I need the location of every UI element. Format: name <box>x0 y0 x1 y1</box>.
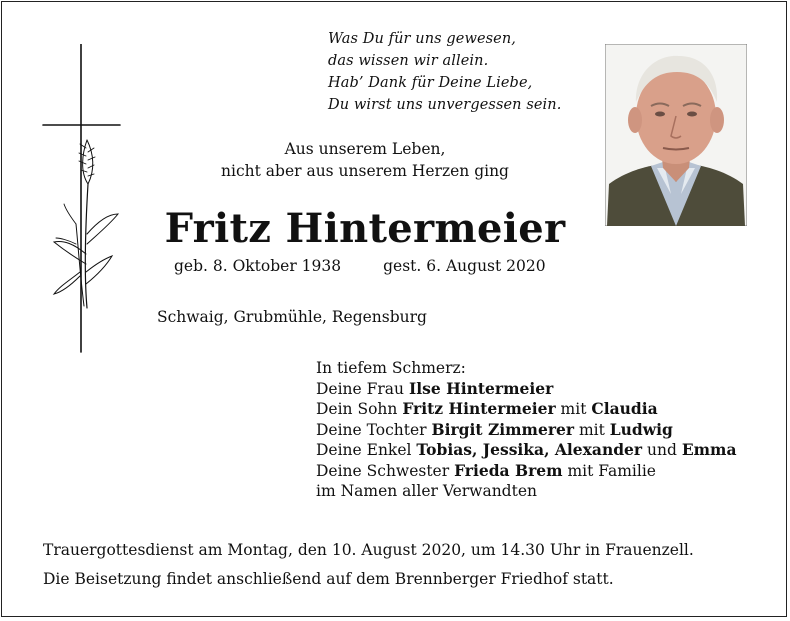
birth-date: geb. 8. Oktober 1938 <box>174 257 342 275</box>
poem-line: Hab’ Dank für Deine Liebe, <box>328 75 533 91</box>
intro-line-2: nicht aber aus unserem Herzen ging <box>221 162 509 180</box>
places: Schwaig, Grubmühle, Regensburg <box>157 308 427 326</box>
mourner-relation: Deine Enkel <box>316 441 417 459</box>
cross-with-wheat-icon <box>40 44 125 356</box>
mourner-name: Claudia <box>591 399 658 418</box>
mourners-heading: In tiefem Schmerz: <box>316 359 466 377</box>
life-dates <box>174 257 546 275</box>
mourner-name: Emma <box>681 440 737 459</box>
service-notice <box>43 536 694 594</box>
poem-line: Du wirst uns unvergessen sein. <box>328 97 562 113</box>
mourner-relation: mit Familie <box>562 461 656 480</box>
intro-text <box>180 138 550 182</box>
mourner-row <box>316 379 737 400</box>
poem <box>328 28 561 116</box>
mourner-relation: Deine Frau <box>316 379 409 398</box>
mourner-name: Ludwig <box>609 419 673 439</box>
mourner-row <box>316 399 737 420</box>
mourner-relation: im Namen aller Verwandten <box>316 482 537 500</box>
poem-line: Was Du für uns gewesen, <box>328 31 517 47</box>
service-line-2: Die Beisetzung findet anschließend auf dem Brennberger Friedhof statt. <box>43 570 614 588</box>
mourner-name: Ilse Hintermeier <box>408 378 554 398</box>
mourner-relation: mit <box>574 420 610 439</box>
intro-line-1: Aus unserem Leben, <box>284 140 446 158</box>
mourner-row <box>316 461 737 482</box>
mourner-row <box>316 481 737 502</box>
mourner-relation: Deine Schwester <box>316 461 455 480</box>
mourner-name: Birgit Zimmerer <box>431 419 575 439</box>
mourner-relation: Dein Sohn <box>316 400 403 418</box>
mourner-relation: und <box>642 441 682 459</box>
portrait-photo <box>605 44 747 226</box>
mourners-list <box>316 358 737 502</box>
deceased-name: Fritz Hintermeier <box>164 205 566 252</box>
service-line-1: Trauergottesdienst am Montag, den 10. August 2020, um 14.30 Uhr in Frauenzell. <box>43 541 694 559</box>
mourner-row <box>316 420 737 441</box>
mourner-name: Fritz Hintermeier <box>402 399 556 418</box>
death-date: gest. 6. August 2020 <box>383 257 546 275</box>
mourner-name: Tobias, Jessika, Alexander <box>416 440 643 459</box>
mourner-relation: mit <box>555 400 592 418</box>
mourner-row <box>316 440 737 461</box>
poem-line: das wissen wir allein. <box>328 53 489 69</box>
mourner-name: Frieda Brem <box>454 460 563 480</box>
mourner-relation: Deine Tochter <box>316 420 432 439</box>
